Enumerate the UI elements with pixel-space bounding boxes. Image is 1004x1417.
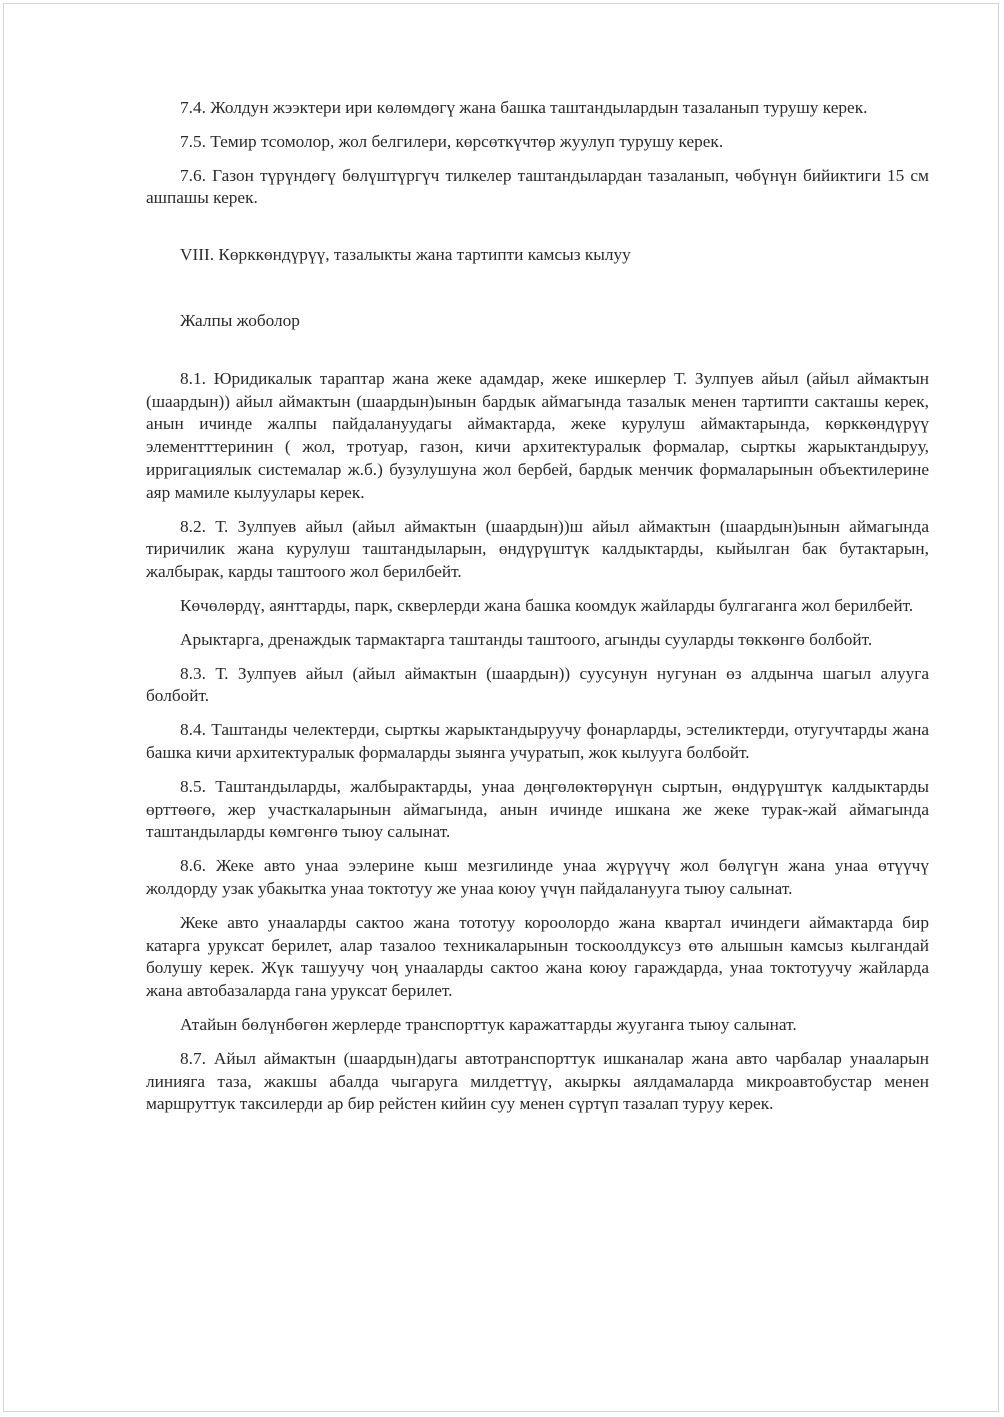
paragraph-7-4: 7.4. Жолдун жээктери ири көлөмдөгү жана башка таштандылардын тазаланып турушу керек. <box>180 98 868 117</box>
section-heading: VIII. Көрккөндүрүү, тазалыкты жана тартипти камсыз кылуу <box>180 245 631 265</box>
paragraph: Атайын бөлүнбөгөн жерлерде транспорттук каражаттарды жууганга тыюу салынат. <box>180 1014 797 1034</box>
paragraph-7-5: 7.5. Темир тсомолор, жол белгилери, көрсөткүчтөр жуулуп турушу керек. <box>180 131 724 151</box>
paragraph-8-7: 8.7. Айыл аймактын (шаардын)дагы автотранспорттук ишканалар жана авто чарбалар унааларын линияга таза, жакшы абалда чыгаруга милдеттүү, акыркы аялдамаларда микроавтобустар менен маршруттук таксилерди ар бир рейстен кийин суу менен сүртүп тазалап туруу керек. <box>146 1048 929 1114</box>
paragraph-7-6: 7.6. Газон түрүндөгү бөлүштүргүч тилкелер таштандылардан тазаланып, чөбүнүн бийиктиги 15 см ашпашы керек. <box>146 165 929 208</box>
paragraph-8-6: 8.6. Жеке авто унаа ээлерине кыш мезгилинде унаа жүрүүчү жол бөлүгүн жана унаа өтүүчү жолдорду узак убакытка унаа токтотуу же унаа коюу үчүн пайдаланууга тыюу салынат. <box>146 856 929 898</box>
paragraph: Жеке авто унааларды сактоо жана тототуу короолордо жана квартал ичиндеги аймактарда бир катарга уруксат берилет, алар тазалоо техникаларынын тоскоолдуксуз өтө алышын камсыз кылгандай болушу керек. Жүк ташуучу чоң унааларды сактоо жана коюу гараждарда, унаа токтотуучу жайларда жана автобазаларда гана уруксат берилет. <box>146 912 929 1001</box>
paragraph-8-5: 8.5. Таштандыларды, жалбырактарды, унаа дөңгөлөктөрүнүн сыртын, өндүрүштүк калдыктарды өрттөөгө, жер участкаларынын аймагында, анын ичинде ишкана же жеке турак-жай аймагында таштандыларды көмгөнгө тыюу салынат. <box>146 776 929 842</box>
paragraph-8-1: 8.1. Юридикалык тараптар жана жеке адамдар, жеке ишкерлер Т. Зулпуев айыл (айыл аймактын (шаардын)) айыл аймактын (шаардын)ынын бардык аймагында тазалык менен тартипти сакташы керек, анын ичинде жалпы пайдалануудагы аймактарда, жеке курулуш аймактарында, көрккөндүрүү элементттеринин ( жол, тротуар, газон, кичи архитектуралык формалар, сырткы жарыктандыруу, ирригациялык системалар ж.б.) бузулушуна жол бербей, бардык менчик формаларынын объектилерине аяр мамиле кылуулары керек. <box>146 368 929 502</box>
paragraph-8-3: 8.3. Т. Зулпуев айыл (айыл аймактын (шаардын)) суусунун нугунан өз алдынча шагыл алууга болбойт. <box>146 663 929 706</box>
paragraph: Көчөлөрдү, аянттарды, парк, скверлерди жана башка коомдук жайларды булгаганга жол берилбейт. <box>180 595 914 615</box>
paragraph-8-2: 8.2. Т. Зулпуев айыл (айыл аймактын (шаардын))ш айыл аймактын (шаардын)ынын аймагында тиричилик жана курулуш таштандыларын, өндүрүштүк калдыктарды, кыйылган бак бутактарын, жалбырак, карды таштоого жол берилбейт. <box>146 516 929 582</box>
subsection-heading: Жалпы жоболор <box>180 310 300 330</box>
paragraph: Арыктарга, дренаждык тармактарга таштанды таштоого, агынды сууларды төккөнгө болбойт. <box>180 629 873 649</box>
paragraph-8-4: 8.4. Таштанды челектерди, сырткы жарыктандыруучу фонарларды, эстеликтерди, отугучтарды жана башка кичи архитектуралык формаларды зыянга учуратып, жок кылууга болбойт. <box>146 720 929 762</box>
document-body <box>146 97 929 1127</box>
